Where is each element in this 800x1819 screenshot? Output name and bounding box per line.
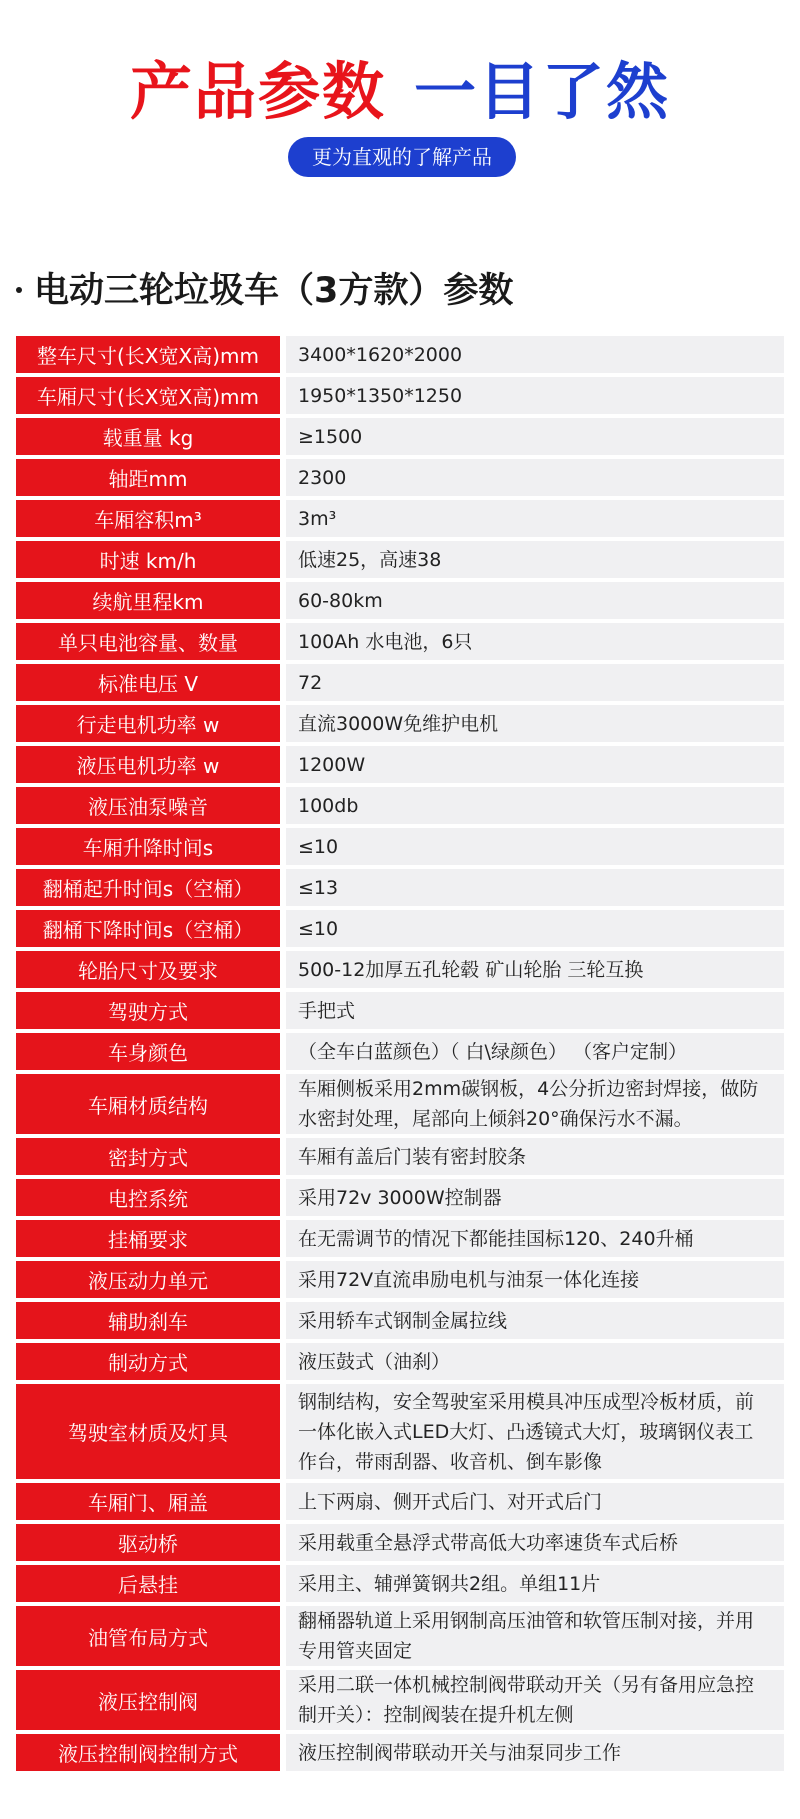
param-value: 直流3000W免维护电机 <box>286 705 784 742</box>
param-label: 液压控制阀 <box>16 1670 286 1730</box>
table-row <box>16 992 784 1029</box>
param-value: 采用载重全悬浮式带高低大功率速货车式后桥 <box>286 1524 784 1561</box>
param-value: 采用72v 3000W控制器 <box>286 1179 784 1216</box>
param-value: 液压鼓式（油刹） <box>286 1343 784 1380</box>
param-label: 车厢容积m³ <box>16 500 286 537</box>
table-row <box>16 828 784 865</box>
table-row <box>16 869 784 906</box>
title-left: 产品参数 <box>129 55 386 128</box>
param-value: 100Ah 水电池，6只 <box>286 623 784 660</box>
section-title-text: 电动三轮垃圾车（3方款）参数 <box>34 271 514 311</box>
bullet-dot-icon <box>16 287 22 293</box>
table-row <box>16 1606 784 1666</box>
param-label: 液压电机功率 w <box>16 746 286 783</box>
param-label: 后悬挂 <box>16 1565 286 1602</box>
param-value: 1200W <box>286 746 784 783</box>
param-value: 采用72V直流串励电机与油泵一体化连接 <box>286 1261 784 1298</box>
param-label: 载重量 kg <box>16 418 286 455</box>
param-label: 制动方式 <box>16 1343 286 1380</box>
param-value: 3400*1620*2000 <box>286 336 784 373</box>
param-label: 单只电池容量、数量 <box>16 623 286 660</box>
params-table-body <box>16 336 784 1771</box>
param-value: 车厢侧板采用2mm碳钢板，4公分折边密封焊接，做防水密封处理，尾部向上倾斜20°确保污水不漏。 <box>286 1074 784 1134</box>
table-row <box>16 910 784 947</box>
param-value: 3m³ <box>286 500 784 537</box>
param-label: 车厢门、厢盖 <box>16 1483 286 1520</box>
params-table <box>16 332 784 1775</box>
table-row <box>16 1384 784 1479</box>
table-row <box>16 1670 784 1730</box>
table-row <box>16 582 784 619</box>
param-value: 翻桶器轨道上采用钢制高压油管和软管压制对接，并用专用管夹固定 <box>286 1606 784 1666</box>
table-row <box>16 418 784 455</box>
param-value: 500-12加厚五孔轮毂 矿山轮胎 三轮互换 <box>286 951 784 988</box>
param-value: 60-80km <box>286 582 784 619</box>
table-row <box>16 1138 784 1175</box>
param-value: 钢制结构，安全驾驶室采用模具冲压成型冷板材质，前一体化嵌入式LED大灯、凸透镜式大灯，玻璃钢仪表工作台，带雨刮器、收音机、倒车影像 <box>286 1384 784 1479</box>
table-row <box>16 377 784 414</box>
param-value: 采用二联一体机械控制阀带联动开关（另有备用应急控制开关）：控制阀装在提升机左侧 <box>286 1670 784 1730</box>
table-row <box>16 951 784 988</box>
param-value: 低速25，高速38 <box>286 541 784 578</box>
param-value: 上下两扇、侧开式后门、对开式后门 <box>286 1483 784 1520</box>
param-value: （全车白蓝颜色）（ 白\绿颜色） （客户定制） <box>286 1033 784 1070</box>
table-row <box>16 336 784 373</box>
param-value: 采用轿车式钢制金属拉线 <box>286 1302 784 1339</box>
param-value: 采用主、辅弹簧钢共2组。单组11片 <box>286 1565 784 1602</box>
table-row <box>16 1565 784 1602</box>
param-value: 100db <box>286 787 784 824</box>
table-row <box>16 1734 784 1771</box>
param-label: 行走电机功率 w <box>16 705 286 742</box>
table-row <box>16 1302 784 1339</box>
param-value: 1950*1350*1250 <box>286 377 784 414</box>
param-label: 车厢材质结构 <box>16 1074 286 1134</box>
param-label: 液压油泵噪音 <box>16 787 286 824</box>
title-right: 一目了然 <box>414 55 671 128</box>
table-row <box>16 541 784 578</box>
param-label: 驱动桥 <box>16 1524 286 1561</box>
table-row <box>16 1483 784 1520</box>
table-row <box>16 1033 784 1070</box>
param-label: 翻桶下降时间s（空桶） <box>16 910 286 947</box>
param-label: 标准电压 V <box>16 664 286 701</box>
param-label: 整车尺寸(长X宽X高)mm <box>16 336 286 373</box>
param-value: 液压控制阀带联动开关与油泵同步工作 <box>286 1734 784 1771</box>
table-row <box>16 1074 784 1134</box>
param-value: 2300 <box>286 459 784 496</box>
table-row <box>16 623 784 660</box>
table-row <box>16 1261 784 1298</box>
param-label: 液压控制阀控制方式 <box>16 1734 286 1771</box>
param-label: 密封方式 <box>16 1138 286 1175</box>
param-value: ≤10 <box>286 828 784 865</box>
param-label: 驾驶方式 <box>16 992 286 1029</box>
param-label: 辅助刹车 <box>16 1302 286 1339</box>
param-value: ≤10 <box>286 910 784 947</box>
param-label: 油管布局方式 <box>16 1606 286 1666</box>
table-row <box>16 1220 784 1257</box>
param-label: 车身颜色 <box>16 1033 286 1070</box>
param-label: 车厢升降时间s <box>16 828 286 865</box>
page-header <box>0 0 800 250</box>
param-value: 在无需调节的情况下都能挂国标120、240升桶 <box>286 1220 784 1257</box>
param-label: 电控系统 <box>16 1179 286 1216</box>
param-value: ≥1500 <box>286 418 784 455</box>
table-row <box>16 746 784 783</box>
table-row <box>16 1343 784 1380</box>
param-label: 翻桶起升时间s（空桶） <box>16 869 286 906</box>
subtitle-badge: 更为直观的了解产品 <box>288 137 516 177</box>
table-row <box>16 500 784 537</box>
table-row <box>16 1179 784 1216</box>
table-row <box>16 664 784 701</box>
page-title <box>0 52 800 132</box>
param-value: 72 <box>286 664 784 701</box>
section-title <box>16 268 513 314</box>
param-label: 液压动力单元 <box>16 1261 286 1298</box>
table-row <box>16 705 784 742</box>
param-label: 挂桶要求 <box>16 1220 286 1257</box>
param-label: 轮胎尺寸及要求 <box>16 951 286 988</box>
param-label: 车厢尺寸(长X宽X高)mm <box>16 377 286 414</box>
param-label: 轴距mm <box>16 459 286 496</box>
table-row <box>16 1524 784 1561</box>
param-label: 驾驶室材质及灯具 <box>16 1384 286 1479</box>
param-label: 续航里程km <box>16 582 286 619</box>
table-row <box>16 459 784 496</box>
param-value: 手把式 <box>286 992 784 1029</box>
table-row <box>16 787 784 824</box>
param-label: 时速 km/h <box>16 541 286 578</box>
param-value: 车厢有盖后门装有密封胶条 <box>286 1138 784 1175</box>
param-value: ≤13 <box>286 869 784 906</box>
